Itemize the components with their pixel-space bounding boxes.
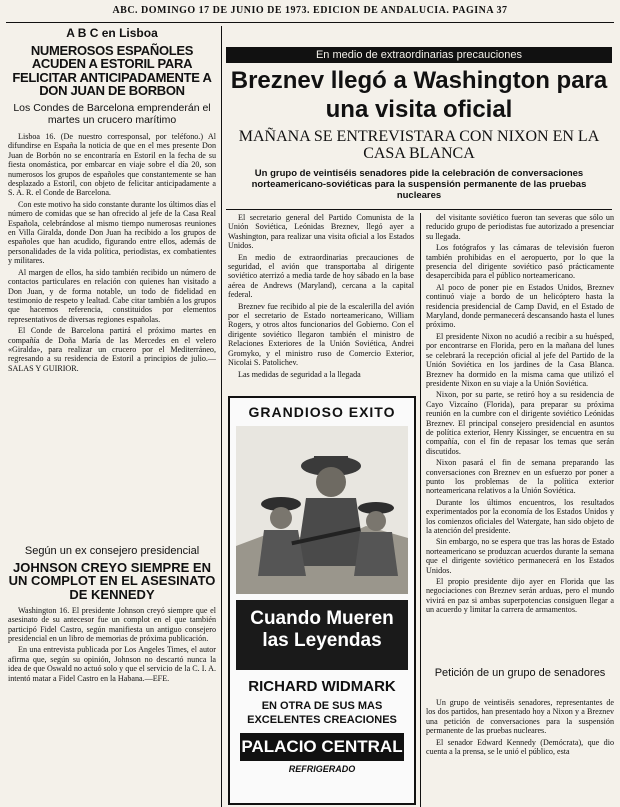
column-divider — [221, 26, 222, 807]
paragraph: Al margen de ellos, ha sido también recibido un número de contactos particulares en relación con quienes han visitado a Don Juan, y de forma notable, un todo de fidelidad en testimonio de respeto y lealtad. Cabe citar también a los grupos que hacemos referencia, constituidos por elementos representativos de diversas regiones españolas. — [8, 267, 216, 324]
paragraph: El propio presidente dijo ayer en Florida que las negociaciones con Breznev serán arduas, pero el mundo vivirá en paz si ambas superpotencias consiguen llegar a un acuerdo y limitar la carrera de armamentos. — [426, 577, 614, 615]
main-headline: Breznev llegó a Washington para una visita oficial — [230, 67, 608, 123]
left-headline-2: JOHNSON CREYO SIEMPRE EN UN COMPLOT EN EL ASESINATO DE KENNEDY — [8, 560, 216, 602]
column-divider — [420, 213, 421, 807]
paragraph: Durante los últimos encuentros, los resultados experimentados por la economía de los Estados Unidos y los comienzos oficiales del Watergate, han sido objeto de la atención del presidente. — [426, 497, 614, 535]
paragraph: Sin embargo, no se espera que tras las horas de Estado norteamericano se produzcan acuerdos durante la semana que el dirigente soviético permanecerá en los Estados Unidos. — [426, 537, 614, 575]
theater-note: REFRIGERADO — [288, 764, 356, 774]
paragraph: El presidente Nixon no acudió a recibir a su huésped, por encontrarse en Florida, pero en la mañana del lunes se celebrará la recepción oficial al jefe del Partido de la Unión Soviética en los jardines de la Casa Blanca. Breznev ha dormido en la misma cama que utilizó el presidente Nixon en su viaje a la Unión Soviética. — [426, 331, 614, 388]
left-headline: NUMEROSOS ESPAÑOLES ACUDEN A ESTORIL PARA FELICITAR ANTICIPADAMENTE A DON JUAN DE BORBON — [12, 43, 212, 98]
section-banner: En medio de extraordinarias precauciones — [226, 47, 612, 63]
left-kicker: A B C en Lisboa — [66, 26, 158, 40]
ad-banner: GRANDIOSO EXITO — [248, 404, 396, 420]
film-star: RICHARD WIDMARK — [248, 678, 396, 695]
deck-rule — [226, 209, 612, 210]
paragraph: del visitante soviético fueron tan severas que sólo un reducido grupo de periodistas fue autorizado a presenciar su llegada. — [426, 213, 614, 241]
main-deck: Un grupo de veintiséis senadores pide la celebración de conversaciones norteamericano-soviéticas para la suspensión permanente de las pruebas nucleares — [251, 168, 587, 201]
left-body — [8, 132, 216, 462]
film-title: Cuando Mueren las Leyendas — [250, 608, 394, 651]
main-body-top — [228, 213, 414, 391]
film-tagline: EN OTRA DE SUS MAS EXCELENTES CREACIONES — [247, 700, 397, 726]
paragraph: Al poco de poner pie en Estados Unidos, Breznev continuó viaje a bordo de un helicóptero hasta la residencia presidencial de Camp David, en el Estado de Maryland, donde permanecerá descansando hasta el lunes próximo. — [426, 282, 614, 330]
paragraph: Los fotógrafos y las cámaras de televisión fueron también prohibidas en el aeropuerto, por lo que la presencia del dirigente soviético pasó prácticamente desapercibida para el público norteamericano. — [426, 243, 614, 281]
left-body-2 — [8, 606, 216, 746]
paragraph: El Conde de Barcelona partirá el próximo martes en compañía de Doña María de las Mercedes en el velero «Giralda», para realizar un crucero por el Mediterráneo, regresando a su residencia de Estoril a principios de julio.—SALAS Y GUIRIOR. — [8, 326, 216, 373]
sub-kicker: Petición de un grupo de senadores — [434, 667, 606, 679]
film-illustration — [236, 426, 408, 594]
movie-advertisement — [228, 396, 416, 805]
paragraph: Con este motivo ha sido constante durante los últimos días el número de comidas que se han ofrecido al jefe de la Casa Real Española, celebrándose al mismo tiempo numerosas reuniones en Villa Giralda, donde Don Juan ha recibido a los grupos de españoles que han acudido, figurando entre ellos, además de personalidades de la vida política, periodistas, ex combatientes y militares. — [8, 199, 216, 266]
header-rule — [6, 22, 614, 23]
paragraph: Nixon, por su parte, se retiró hoy a su residencia de Cayo Vizcaíno (Florida), para preparar su próxima reunión en la cumbre con el dirigente soviético Leónidas Breznev. El principal consejero presidencial en asuntos de política exterior, Henry Kissinger, se encuentra en su compañía, con el fin de repasar los temas que serán discutidos. — [426, 390, 614, 456]
main-body-right — [426, 213, 614, 661]
paragraph: Breznev fue recibido al pie de la escalerilla del avión por el secretario de Estado norteamericano, William Rogers, y otros altos funcionarios del Gobierno. Con el dirigente soviético llegaron también el ministro de Relaciones Exteriores de la Unión Soviética, Andrei Gromyko, y el ministro ruso de Comercio Exterior, Nicolai S. Patolichev. — [228, 301, 414, 368]
left-subhead: Los Condes de Barcelona emprenderán el martes un crucero marítimo — [13, 102, 211, 126]
page-header: ABC. DOMINGO 17 DE JUNIO DE 1973. EDICION DE ANDALUCIA. PAGINA 37 — [112, 5, 508, 16]
title-block — [236, 600, 408, 670]
main-body-bottom — [426, 698, 614, 806]
paragraph: Nixon pasará el fin de semana preparando las conversaciones con Breznev en un esfuerzo por poner a punto los problemas de la política exterior norteamericana relativos a la Unión Soviética. — [426, 458, 614, 496]
left-kicker-2: Según un ex consejero presidencial — [24, 545, 200, 557]
paragraph: El secretario general del Partido Comunista de la Unión Soviética, Leónidas Breznev, llegó ayer a Washington, para realizar una visita oficial a los Estados Unidos. — [228, 213, 414, 251]
main-subhead: MAÑANA SE ENTREVISTARA CON NIXON EN LA CASA BLANCA — [238, 128, 600, 162]
paragraph: Las medidas de seguridad a la llegada — [238, 369, 361, 379]
cowboys-illustration-icon — [236, 426, 408, 594]
paragraph: En medio de extraordinarias precauciones de seguridad, el avión que transportaba al dirigente soviético aterrizó a media tarde de hoy sábado en la base aérea de Andrews (Maryland), cercana a la capital federal. — [228, 252, 414, 300]
paragraph: Washington 16. El presidente Johnson creyó siempre que el asesinato de su antecesor fue un complot en el que también participó Fidel Castro, según manifiesta un antiguo consejero presidencial en un libro de memorias de próxima publicación. — [8, 605, 216, 643]
paragraph: En una entrevista publicada por Los Angeles Times, el autor afirma que, según su opinión, Johnson no descartó nunca la idea de que Oswald no actuó solo y que el servicio de la C. I. A. intentó matar a Fidel Castro en la Habana.—EFE. — [8, 645, 216, 683]
theater-name: PALACIO CENTRAL — [240, 733, 404, 761]
paragraph: El senador Edward Kennedy (Demócrata), que dio cuenta a la prensa, se le unió el público, esta — [426, 737, 614, 757]
paragraph: Un grupo de veintiséis senadores, representantes de los dos partidos, han presentado hoy a Nixon y a Breznev una petición de conversaciones para la suspensión permanente de las pruebas nucleares. — [426, 698, 614, 736]
paragraph: Lisboa 16. (De nuestro corresponsal, por teléfono.) Al difundirse en España la noticia de que en el mes presente Don Juan de Borbón no se encontraría en Estoril en la fecha de su fiesta onomástica, por embarcar en viaje sobre el día 20, son numerosos los grupos de españoles que constantemente se han desplazado a Estoril, con objeto de felicitar anticipadamente a S. A. R. el Conde de Barcelona. — [8, 132, 216, 198]
